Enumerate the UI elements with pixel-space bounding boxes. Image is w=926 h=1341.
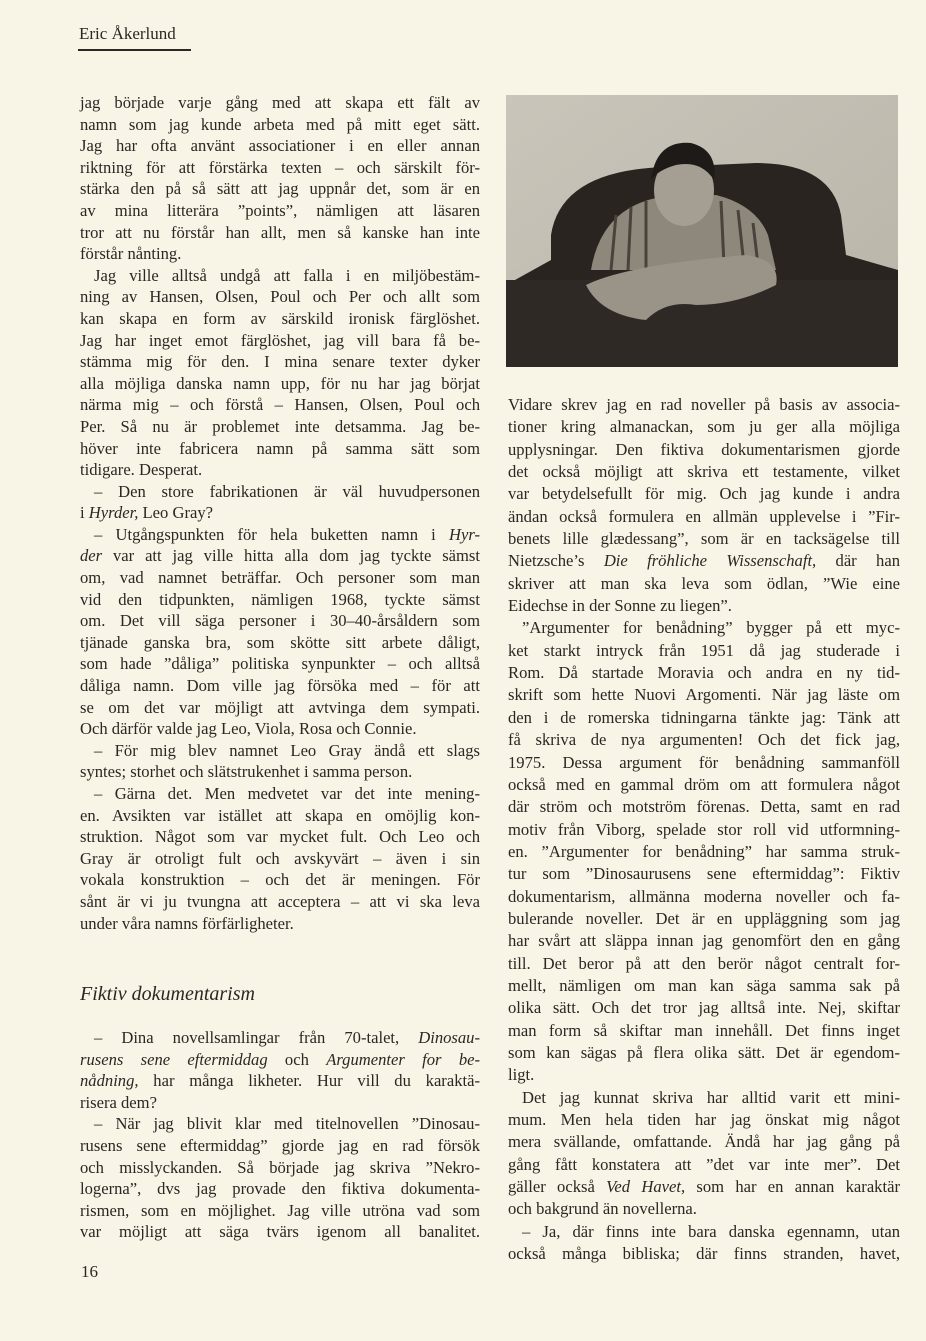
text-segment: Jag har inget emot färglöshet, jag vill bara få be- [80, 330, 480, 350]
text-segment: var betydelsefullt för mig. Och jag kunde i andra [508, 484, 900, 504]
text-segment: tioner kring almanackan, som ju ger alla möjliga [508, 417, 900, 437]
text-line [80, 178, 480, 200]
left-column-text [80, 92, 480, 934]
text-line [508, 1221, 900, 1243]
text-segment: tur som ”Dinosaurusens sene eftermiddag”: Fiktiv [508, 864, 900, 884]
italic-title-text: Ved Havet, [606, 1177, 686, 1197]
text-line [80, 438, 480, 460]
text-line [508, 1176, 900, 1198]
text-segment: om. Det vill säga personer i 30–40-årsåldern som [80, 611, 480, 631]
text-line [508, 1109, 900, 1131]
text-segment: kan skapa en form av särskild ironisk färglöshet. [80, 308, 480, 328]
text-line [508, 1064, 900, 1086]
text-segment: vokala konstruktion – och det är meningen. För [80, 870, 480, 890]
text-line [508, 394, 900, 416]
text-line [80, 653, 480, 675]
text-segment: man form så skiftar man innehåll. Det finns inget [508, 1020, 900, 1040]
text-segment: ket starkt intryck från 1951 då jag studerade i [508, 640, 900, 660]
text-segment: – För mig blev namnet Leo Gray ändå ett slags [94, 740, 480, 760]
text-segment: logerna”, dvs jag provade den fiktiva dokumenta- [80, 1179, 480, 1199]
text-segment: Jag har ofta använt associationer i en eller annan [80, 136, 480, 156]
text-segment: den i de romerska tidningarna tänkte jag: Tänk att [508, 707, 900, 727]
text-line [80, 524, 480, 546]
text-line [80, 1135, 480, 1157]
text-line [80, 740, 480, 762]
text-line [80, 891, 480, 913]
text-segment: dåliga namn. Dom ville jag försöka med – för att [80, 676, 480, 696]
right-column-text [508, 394, 900, 1265]
text-line [508, 1042, 900, 1064]
text-segment: riktning för att förstärka texten – och särskilt för- [80, 157, 480, 177]
text-segment: risera dem? [80, 1092, 157, 1112]
portrait-photo [506, 95, 898, 367]
text-segment: Rom. Då startade Moravia och andra en ny tid- [508, 663, 900, 683]
paragraph [508, 617, 900, 1086]
text-segment: vid den tidpunkten, nämligen 1968, tyckte sämst [80, 589, 480, 609]
text-segment: stämma mig för den. I mina senare texter dyker [80, 352, 480, 372]
text-line [508, 483, 900, 505]
text-segment: motiv från Viborg, spelade stor roll vid utformning- [508, 819, 900, 839]
text-segment: förstår nånting. [80, 244, 182, 264]
text-segment: ändan också formulera en allmän upplevelse i ”Fir- [508, 506, 900, 526]
text-line [80, 610, 480, 632]
text-segment: det också möjligt att skriva ett testamente, vilket [508, 462, 900, 482]
text-segment: där ström och motström förenas. Detta, samt en rad [508, 797, 900, 817]
text-line [508, 461, 900, 483]
text-line [80, 761, 480, 783]
paragraph [80, 1027, 480, 1113]
text-segment: – Dina novellsamlingar från 70-talet, [94, 1028, 419, 1047]
section-heading: Fiktiv dokumentarism [80, 983, 255, 1005]
text-line [80, 589, 480, 611]
text-segment: under våra namns förfärligheter. [80, 913, 294, 933]
text-segment: mum. Men hela tiden har jag önskat mig något [508, 1110, 900, 1129]
paragraph [80, 481, 480, 524]
paragraph [80, 1113, 480, 1243]
text-line [80, 1049, 480, 1071]
text-line [508, 729, 900, 751]
text-segment: Per. Så nu är problemet inte detsamma. Jag be- [80, 416, 480, 436]
text-segment: som kan sägas på flera olika sätt. Det är egendom- [508, 1042, 900, 1062]
text-line [80, 632, 480, 654]
text-segment: som har en annan karaktär [685, 1177, 900, 1197]
text-line [80, 459, 480, 481]
text-segment: – Utgångspunkten för hela buketten namn i [94, 524, 449, 544]
paragraph [80, 265, 480, 481]
text-line [80, 351, 480, 373]
text-segment: tidigare. Desperat. [80, 460, 203, 480]
text-segment: tjänade ganska bra, som skötte sitt arbete dåligt, [80, 632, 480, 652]
text-segment: var möjligt att säga tvärs igenom all banalitet. [80, 1222, 480, 1242]
text-line [508, 886, 900, 908]
text-line [508, 796, 900, 818]
italic-title-text: Argumenter for be- [326, 1049, 481, 1069]
text-segment: struktion. Något som var mycket fult. Och Leo och [80, 827, 480, 847]
text-segment: skrift som hette Nuovi Argomenti. När jag läste om [508, 685, 900, 705]
text-segment: har svårt att släppa innan jag genomfört den en gång [508, 931, 900, 951]
text-line [508, 506, 900, 528]
text-segment: och bakgrund än novellerna. [508, 1199, 697, 1219]
text-line [80, 718, 480, 740]
text-segment: också med en gammal dröm om att formulera något [508, 774, 900, 794]
text-segment: Jag ville alltså undgå att falla i en miljöbestäm- [94, 265, 480, 285]
text-line [508, 819, 900, 841]
text-line [80, 222, 480, 244]
text-line [80, 1221, 480, 1243]
text-segment: där han [816, 551, 900, 571]
text-line [508, 1243, 900, 1265]
paragraph [508, 1221, 900, 1266]
text-line [508, 550, 900, 572]
text-segment: – Gärna det. Men medvetet var det inte mening- [94, 784, 480, 803]
text-segment: sånt är vi ju tvungna att acceptera – att vi ska leva [80, 891, 480, 911]
text-segment: mellt, nämligen om man kan säga samma sak på [508, 975, 900, 995]
text-line [80, 567, 480, 589]
text-line [508, 416, 900, 438]
text-segment: till. Det beror på att den berör något centralt for- [508, 953, 900, 973]
italic-title-text: Hyr- [449, 524, 480, 544]
text-line [80, 1178, 480, 1200]
text-segment: i [80, 503, 89, 523]
text-line [80, 308, 480, 330]
text-line [80, 330, 480, 352]
text-line [80, 286, 480, 308]
text-segment: rusens sene eftermiddag” gjorde jag en rad försök [80, 1135, 480, 1155]
text-line [80, 114, 480, 136]
text-line [80, 913, 480, 935]
text-segment: dokumentarism, allmänna moderna noveller och fa- [508, 886, 900, 906]
text-line [80, 826, 480, 848]
paragraph [508, 1087, 900, 1221]
text-line [508, 573, 900, 595]
text-segment: tror att nu förstår han allt, men så kanske han inte [80, 222, 480, 242]
text-line [80, 783, 480, 805]
text-line [508, 997, 900, 1019]
text-line [80, 848, 480, 870]
paragraph [80, 740, 480, 783]
text-line [80, 416, 480, 438]
text-segment: jag började varje gång med att skapa ett fält av [80, 93, 480, 112]
text-line [80, 502, 480, 524]
text-segment: olika sätt. Och det tror jag alltså inte. Nej, skiftar [508, 998, 900, 1018]
text-line [508, 1020, 900, 1042]
text-line [508, 640, 900, 662]
text-line [508, 662, 900, 684]
italic-title-text: Die fröhliche Wissenschaft, [603, 551, 817, 571]
text-segment: Vidare skrev jag en rad noveller på basis av associa- [508, 395, 900, 414]
text-segment: mera svällande, omfattande. Ändå har jag gång på [508, 1132, 900, 1152]
text-segment: också många bibliska; där finns stranden, havet, [508, 1244, 900, 1264]
text-segment: – När jag blivit klar med titelnovellen ”Dinosau- [94, 1114, 480, 1134]
text-segment: skriver att man ska leva som ödlan, ”Wie eine [508, 573, 900, 593]
paragraph [80, 524, 480, 740]
text-segment: Leo Gray? [138, 503, 214, 523]
text-line [508, 684, 900, 706]
text-line [508, 1198, 900, 1220]
text-line [508, 617, 900, 639]
italic-title-text: Dinosau- [418, 1028, 480, 1047]
text-segment: rismen, som en möjlighet. Jag ville utröna vad som [80, 1200, 480, 1220]
text-line [80, 1157, 480, 1179]
paragraph [80, 783, 480, 934]
text-segment: Nietzsche’s [508, 551, 604, 571]
text-segment: syntes; storhet och slätstrukenhet i samma person. [80, 762, 413, 782]
text-segment: som hade ”dåliga” politiska synpunkter – och alltså [80, 654, 480, 674]
text-line [80, 805, 480, 827]
text-line [508, 841, 900, 863]
text-line [80, 265, 480, 287]
text-segment: stärka den på så sätt att jag uppnår det, som är en [80, 179, 480, 199]
text-line [80, 869, 480, 891]
text-line [80, 1113, 480, 1135]
text-segment: Och därför valde jag Leo, Viola, Rosa och Connie. [80, 719, 417, 739]
text-line [80, 697, 480, 719]
text-line [80, 1027, 480, 1049]
text-segment: Det jag kunnat skriva har alltid varit ett mini- [522, 1087, 900, 1107]
text-line [508, 1154, 900, 1176]
text-line [508, 707, 900, 729]
text-segment: gång fått konstatera att ”det var inte mer”. Det [508, 1154, 900, 1174]
paragraph [508, 394, 900, 617]
text-segment: närma mig – och förstå – Hansen, Olsen, Poul och [80, 395, 480, 415]
text-line [508, 595, 900, 617]
text-line [508, 908, 900, 930]
text-segment: höver inte fabricera namn på samma sätt som [80, 438, 480, 458]
text-segment: en. Avsikten var istället att skapa en omöjlig kon- [80, 805, 480, 825]
text-line [508, 774, 900, 796]
page-number: 16 [81, 1262, 98, 1281]
running-header-author: Eric Åkerlund [79, 24, 176, 43]
text-line [80, 243, 480, 265]
text-segment: namn som jag kunde arbeta med på mitt eget sätt. [80, 114, 480, 134]
text-line [508, 953, 900, 975]
paragraph [80, 92, 480, 265]
header-rule [78, 49, 191, 51]
text-line [80, 481, 480, 503]
text-line [508, 1131, 900, 1153]
text-segment: en. ”Argumenter for benådning” har samma struk- [508, 841, 900, 861]
text-segment: har många likheter. Hur vill du karaktä- [138, 1071, 480, 1091]
text-segment: – Ja, där finns inte bara danska egennamn, utan [522, 1221, 900, 1241]
text-segment: av mina litterära ”points”, nämligen att läsaren [80, 200, 480, 220]
text-line [80, 394, 480, 416]
text-segment: få skriva de nya argumenten! Och det fick jag, [508, 730, 900, 750]
italic-title-text: der [80, 546, 103, 566]
text-segment: var att jag ville hitta alla dom jag tyckte sämst [102, 546, 480, 566]
text-segment: – Den store fabrikationen är väl huvudpersonen [94, 481, 480, 501]
text-line [508, 528, 900, 550]
text-line [80, 1070, 480, 1092]
text-segment: upplysningar. Den fiktiva dokumentarismen gjorde [508, 439, 900, 459]
text-segment: alla möjliga danska namn upp, för nu har jag börjat [80, 373, 480, 393]
text-line [508, 752, 900, 774]
text-line [508, 863, 900, 885]
text-segment: bulerande noveller. Det är en uppläggning som jag [508, 908, 900, 928]
left-column-section-text [80, 1027, 480, 1243]
text-segment: om, vad namnet beträffar. Och personer som man [80, 568, 480, 588]
text-segment: och misslyckanden. Så började jag skriva ”Nekro- [80, 1157, 480, 1177]
text-segment: Gray är otroligt fult och avskyvärt – även i sin [80, 848, 480, 868]
text-line [80, 545, 480, 567]
text-line [508, 930, 900, 952]
text-line [80, 1092, 480, 1114]
text-segment: Eidechse in der Sonne zu liegen”. [508, 596, 732, 616]
text-line [80, 200, 480, 222]
text-line [80, 373, 480, 395]
text-line [80, 157, 480, 179]
text-line [80, 675, 480, 697]
text-segment: 1975. Dessa argument för benådning sammanföll [508, 752, 900, 772]
italic-title-text: Hyrder, [88, 503, 139, 523]
text-segment: ligt. [508, 1065, 535, 1085]
text-segment: benets lille glædessang”, som är en tacksägelse till [508, 529, 900, 549]
text-line [508, 1087, 900, 1109]
italic-title-text: nådning, [80, 1071, 139, 1091]
text-line [508, 975, 900, 997]
text-line [80, 92, 480, 114]
text-segment: gäller också [508, 1177, 607, 1197]
text-line [80, 1200, 480, 1222]
text-line [80, 135, 480, 157]
italic-title-text: rusens sene eftermiddag [80, 1049, 268, 1069]
text-segment: ”Argumenter for benådning” bygger på ett myc- [522, 618, 900, 638]
text-segment: se om det var möjligt att avtvinga dem sympati. [80, 697, 480, 717]
text-segment: och [267, 1049, 327, 1069]
text-segment: ning av Hansen, Olsen, Poul och Per och allt som [80, 287, 480, 307]
portrait-photo-icon [506, 95, 898, 367]
text-line [508, 439, 900, 461]
